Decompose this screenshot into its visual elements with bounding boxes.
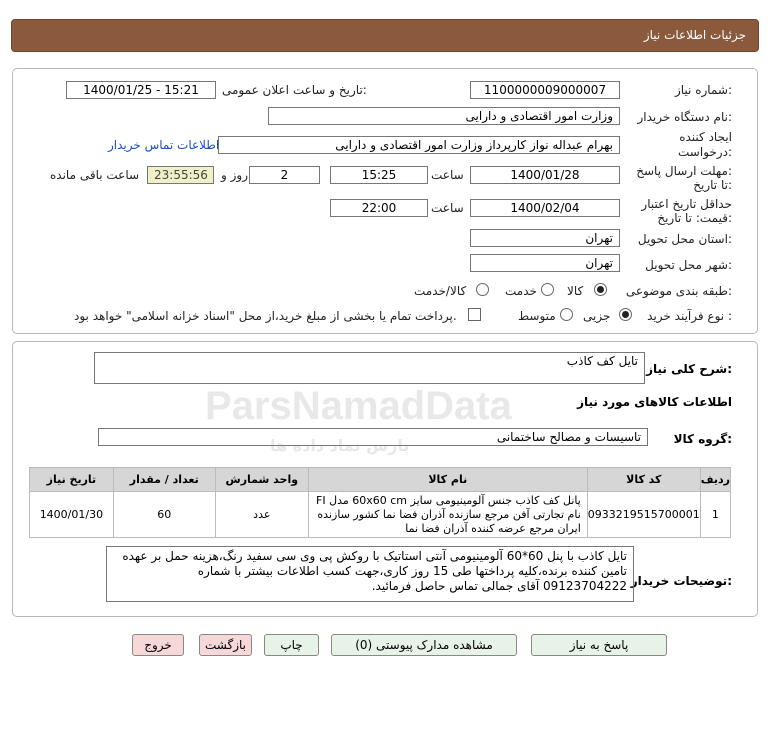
category-option-goods: کالا [567, 284, 584, 298]
treasury-payment-checkbox[interactable] [468, 308, 481, 321]
validity-label-2: قیمت: تا تاریخ: [657, 211, 732, 225]
buyer-notes-box: تایل کاذب با پنل 60*60 آلومینیومی آنتی استاتیک با روکش پی وی سی سفید رنگ،هزینه حمل بر عهده تامین کننده برنده،کلیه پرداختها طی 15 روز کاری،جهت کسب اطلاعات بیشتر با شماره 09123704222 آقای جمالی تماس حاصل فرمائید. [106, 546, 634, 602]
attachments-button[interactable]: مشاهده مدارک پیوستی (0) [331, 634, 517, 656]
creator-field: بهرام عبداله نواز کارپرداز وزارت امور اقتصادی و دارایی [218, 136, 620, 154]
announce-field: 1400/01/25 - 15:21 [66, 81, 216, 99]
items-table [29, 467, 731, 538]
col-code: کد کالا [587, 468, 700, 492]
buyer-org-field: وزارت امور اقتصادی و دارایی [268, 107, 620, 125]
province-field: تهران [470, 229, 620, 247]
cell-qty: 60 [113, 492, 215, 538]
process-option-minor: جزیی [583, 309, 611, 323]
items-table-header [30, 468, 731, 492]
deadline-label-2: تا تاریخ: [693, 178, 732, 192]
category-radio-goods-service[interactable] [476, 283, 489, 296]
cell-index: 1 [700, 492, 730, 538]
announce-label: تاریخ و ساعت اعلان عمومی: [222, 83, 367, 97]
watermark-tagline: پارس نماد داده ها [270, 436, 410, 455]
table-row[interactable] [30, 492, 731, 538]
print-button[interactable]: چاپ [264, 634, 319, 656]
deadline-date-field: 1400/01/28 [470, 166, 620, 184]
back-button[interactable]: بازگشت [199, 634, 252, 656]
cell-unit: عدد [215, 492, 308, 538]
buyer-notes-label: توضیحات خریدار: [630, 574, 732, 588]
page-title: جزئیات اطلاعات نیاز [643, 28, 746, 42]
col-unit: واحد شمارش [215, 468, 308, 492]
col-qty: تعداد / مقدار [113, 468, 215, 492]
deadline-time-label: ساعت [431, 168, 464, 182]
process-radio-medium[interactable] [560, 308, 573, 321]
city-field: تهران [470, 254, 620, 272]
category-option-service: خدمت [505, 284, 537, 298]
validity-date-field: 1400/02/04 [470, 199, 620, 217]
col-name: نام کالا [308, 468, 587, 492]
need-number-label: شماره نیاز: [674, 83, 732, 97]
province-label: استان محل تحویل: [637, 232, 732, 246]
group-field: تاسیسات و مصالح ساختمانی [98, 428, 648, 446]
summary-label: شرح کلی نیاز: [646, 362, 732, 376]
treasury-payment-note: پرداخت تمام یا بخشی از مبلغ خرید،از محل "اسناد خزانه اسلامی" خواهد بود. [74, 309, 457, 323]
days-label: روز و [221, 168, 248, 182]
creator-label-1: ایجاد کننده [679, 130, 732, 144]
creator-label-2: درخواست: [678, 145, 732, 159]
category-radio-service[interactable] [541, 283, 554, 296]
page-header [11, 19, 759, 52]
buyer-org-label: نام دستگاه خریدار: [637, 110, 732, 124]
remaining-timer: 23:55:56 [147, 166, 214, 184]
validity-time-label: ساعت [431, 201, 464, 215]
exit-button[interactable]: خروج [132, 634, 184, 656]
deadline-time-field: 15:25 [330, 166, 428, 184]
summary-field: تایل کف کاذب [94, 352, 645, 384]
process-radio-minor[interactable] [619, 308, 632, 321]
col-index: ردیف [700, 468, 730, 492]
days-remaining-field: 2 [249, 166, 320, 184]
buyer-contact-link[interactable]: اطلاعات تماس خریدار [108, 138, 220, 152]
group-label: گروه کالا: [673, 432, 732, 446]
reply-button[interactable]: پاسخ به نیاز [531, 634, 667, 656]
category-option-goods-service: کالا/خدمت [414, 284, 467, 298]
watermark-brand: ParsNamadData [205, 384, 512, 428]
col-date: تاریخ نیاز [30, 468, 114, 492]
category-label: طبقه بندی موضوعی: [625, 284, 732, 298]
deadline-label-1: مهلت ارسال پاسخ: [636, 164, 732, 178]
validity-label-1: حداقل تاریخ اعتبار [641, 197, 732, 211]
process-option-medium: متوسط [518, 309, 556, 323]
goods-info-heading: اطلاعات کالاهای مورد نیاز [577, 395, 732, 409]
cell-name: پانل کف کاذب جنس آلومینیومی سایز 60x60 cm مدل FI نام تجارتی آفن مرجع سازنده آذران فضا نما کشور سازنده ایران مرجع عرضه کننده آذران فضا نما [308, 492, 587, 538]
cell-code: 0933219515700001 [587, 492, 700, 538]
category-radio-goods[interactable] [594, 283, 607, 296]
items-table-wrap [29, 467, 731, 538]
cell-date: 1400/01/30 [30, 492, 114, 538]
validity-time-field: 22:00 [330, 199, 428, 217]
need-number-field: 1100000009000007 [470, 81, 620, 99]
city-label: شهر محل تحویل: [645, 258, 732, 272]
remaining-label: ساعت باقی مانده [50, 168, 140, 182]
process-label: نوع فرآیند خرید : [647, 309, 732, 323]
